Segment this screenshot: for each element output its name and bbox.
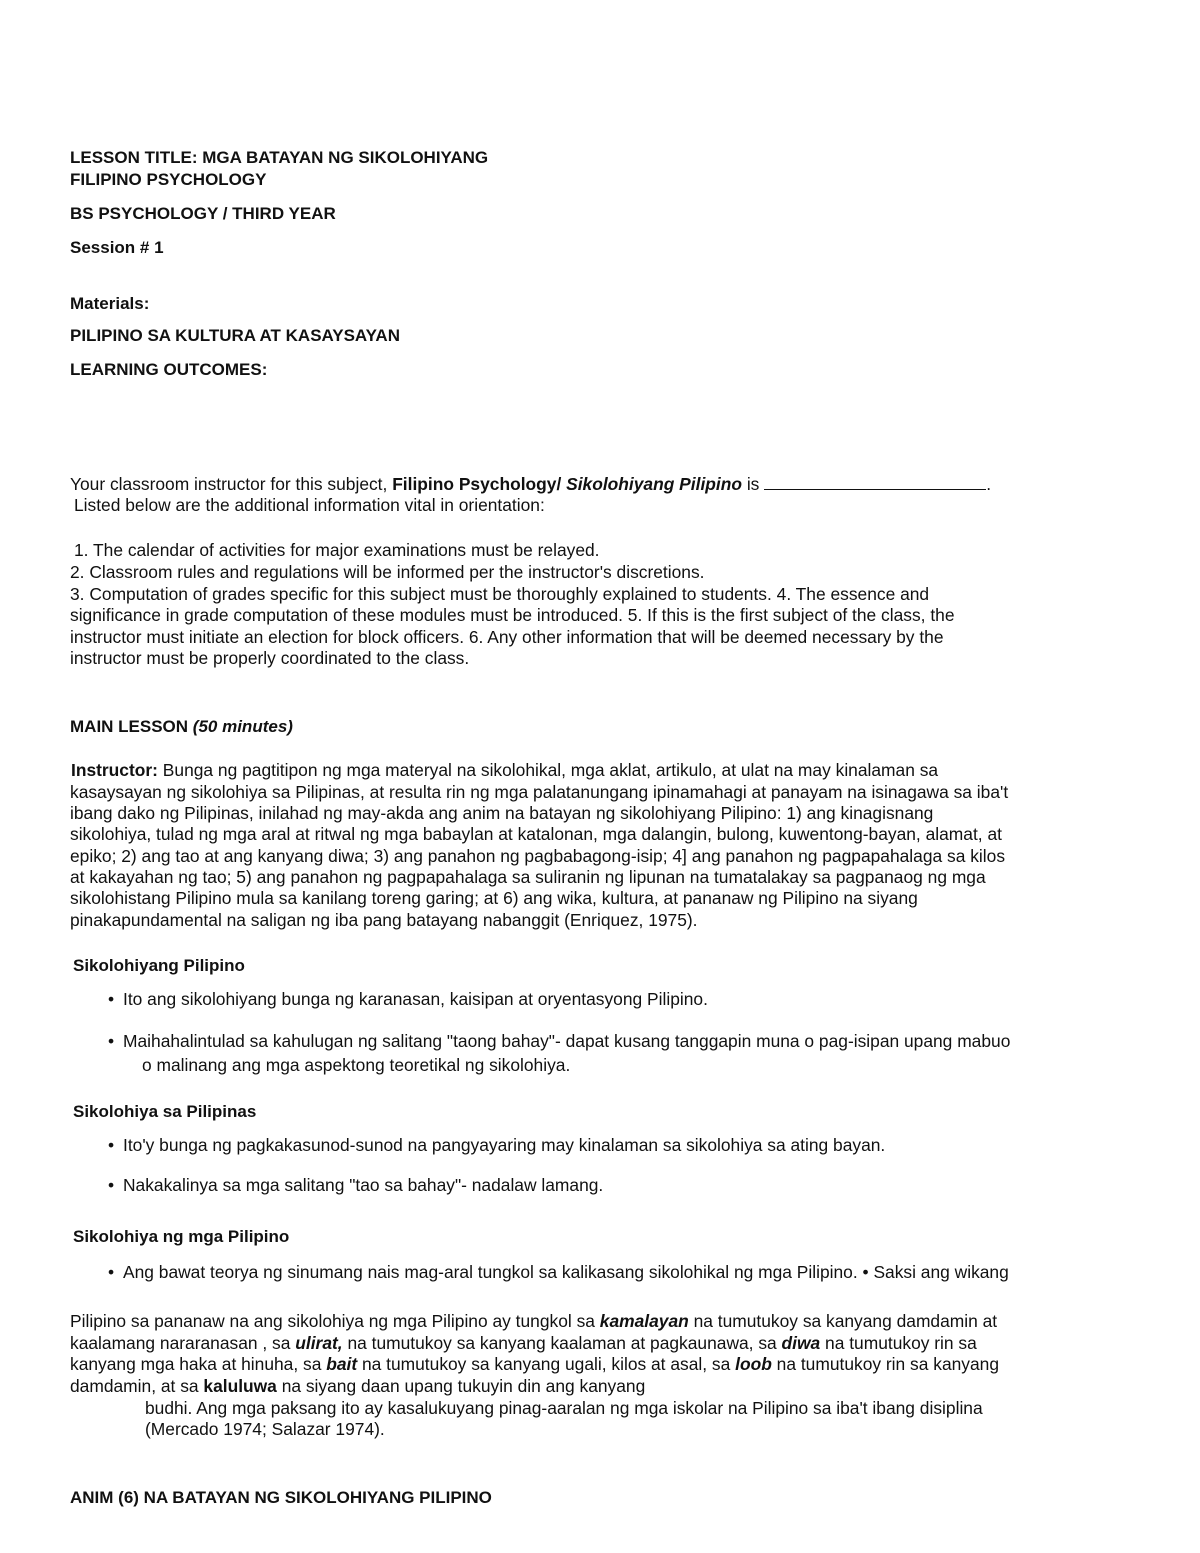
intro-post: is — [741, 474, 765, 494]
subject-name: Filipino Psychology/ — [392, 474, 567, 494]
list-item — [0, 1262, 1200, 1284]
instructor-paragraph-line: kasaysayan ng sikolohiya sa Pilipinas, at resulta rin ng mga palatanungang ipinamahagi at panayam na isinagawa sa iba't — [70, 782, 1009, 802]
paragraph-text: na tumutukoy rin sa — [820, 1333, 977, 1353]
term-bait: bait — [326, 1354, 358, 1374]
paragraph-line — [70, 1354, 999, 1376]
materials-label: Materials: — [70, 294, 150, 313]
instructor-paragraph-line: epiko; 2) ang tao at ang kanyang diwa; 3) ang panahon ng pagbabagong-isip; 4] ang panahon ng pagpapahalaga sa kilos — [70, 846, 1006, 866]
list-item-text: Ito'y bunga ng pagkakasunod-sunod na pangyayaring may kinalaman sa sikolohiya sa ating bayan. — [123, 1135, 886, 1155]
anim-na-batayan-heading: ANIM (6) NA BATAYAN NG SIKOLOHIYANG PILIPINO — [70, 1488, 492, 1507]
term-diwa: diwa — [781, 1333, 821, 1353]
session-label: Session # 1 — [70, 238, 164, 257]
main-lesson-title: MAIN LESSON — [70, 717, 193, 736]
orientation-item-3-line: instructor must be properly coordinated to the class. — [70, 648, 470, 668]
course-label: BS PSYCHOLOGY / THIRD YEAR — [70, 204, 336, 223]
section-heading-sikolohiya-ng-mga-pilipino: Sikolohiya ng mga Pilipino — [73, 1227, 290, 1246]
list-item-text: o malinang ang mga aspektong teoretikal ng sikolohiya. — [142, 1055, 571, 1075]
paragraph-text: na tumutukoy sa kanyang damdamin at — [688, 1311, 998, 1331]
bullet-icon: • — [108, 989, 115, 1009]
instructor-paragraph-line: sikolohiya, tulad ng mga aral at ritwal ng mga babaylan at katalonan, mga dalangin, bulong, kuwentong-bayan, alamat, at — [70, 824, 1002, 844]
instructor-paragraph-line: sikolohistang Pilipino mula sa kanilang toreng garing; at 6) ang wika, kultura, at pananaw ng Pilipino na siyang — [70, 888, 918, 908]
term-kaluluwa: kaluluwa — [203, 1376, 277, 1396]
instructor-name-blank — [764, 473, 986, 490]
paragraph-text: na tumutukoy sa kanyang ugali, kilos at asal, sa — [357, 1354, 736, 1374]
materials-value: PILIPINO SA KULTURA AT KASAYSAYAN — [70, 326, 400, 345]
main-lesson-duration: (50 minutes) — [192, 717, 293, 736]
main-lesson-heading — [70, 717, 293, 737]
paragraph-text: Pilipino sa pananaw na ang sikolohiya ng mga Pilipino ay tungkol sa — [70, 1311, 600, 1331]
paragraph-text: damdamin, at sa — [70, 1376, 204, 1396]
instructor-paragraph-line: at kakayahan ng tao; 5) ang panahon ng pagpapahalaga sa suliranin ng lipunan na tumatalakay sa pagpanaog ng mga — [70, 867, 986, 887]
subject-name-italic: Sikolohiyang Pilipino — [566, 474, 742, 494]
instructor-paragraph-line: ibang dako ng Pilipinas, inilahad ng may-akda ang anim na batayan ng sikolohiyang Pilipino: 1) ang kinagisnang — [70, 803, 934, 823]
orientation-item-3-line: instructor must initiate an election for block officers. 6. Any other information that will be deemed necessary by the — [70, 627, 944, 647]
term-loob: loob — [735, 1354, 772, 1374]
bullet-icon: • — [108, 1135, 115, 1155]
list-item — [0, 1031, 1200, 1075]
orientation-item-3-line: significance in grade computation of these modules must be introduced. 5. If this is the first subject of the class, the — [70, 605, 955, 625]
paragraph-line — [70, 1311, 997, 1333]
list-item — [0, 1175, 1200, 1197]
list-item-text: Ito ang sikolohiyang bunga ng karanasan, kaisipan at oryentasyong Pilipino. — [123, 989, 708, 1009]
list-item-text: Nakakalinya sa mga salitang "tao sa bahay"- nadalaw lamang. — [123, 1175, 604, 1195]
bullet-icon: • — [108, 1031, 115, 1051]
instructor-text: Bunga ng pagtitipon ng mga materyal na sikolohikal, mga aklat, artikulo, at ulat na may kinalaman sa — [157, 760, 939, 780]
section-heading-sikolohiya-sa-pilipinas: Sikolohiya sa Pilipinas — [73, 1102, 257, 1121]
paragraph-line: (Mercado 1974; Salazar 1974). — [145, 1419, 385, 1439]
paragraph-text: na tumutukoy rin sa kanyang — [771, 1354, 1000, 1374]
orientation-listed: Listed below are the additional information vital in orientation: — [74, 495, 545, 515]
paragraph-line — [70, 1376, 645, 1398]
paragraph-line — [70, 1333, 977, 1355]
bullet-icon: • — [108, 1262, 115, 1282]
orientation-item-3-line: 3. Computation of grades specific for this subject must be thoroughly explained to students. 4. The essence and — [70, 584, 930, 604]
learning-outcomes-label: LEARNING OUTCOMES: — [70, 360, 268, 379]
paragraph-text: na siyang daan upang tukuyin din ang kanyang — [276, 1376, 646, 1396]
list-item — [0, 1135, 1200, 1157]
lesson-title-line2: FILIPINO PSYCHOLOGY — [70, 170, 267, 189]
instructor-label: Instructor: — [71, 760, 158, 780]
paragraph-line: budhi. Ang mga paksang ito ay kasalukuyang pinag-aaralan ng mga iskolar na Pilipino sa iba't ibang disiplina — [145, 1398, 983, 1418]
paragraph-text: na tumutukoy sa kanyang kaalaman at pagkaunawa, sa — [342, 1333, 782, 1353]
intro-end: . — [986, 474, 992, 494]
section-heading-sikolohiyang-pilipino: Sikolohiyang Pilipino — [73, 956, 245, 975]
term-ulirat: ulirat, — [295, 1333, 343, 1353]
list-item-text: Maihahalintulad sa kahulugan ng salitang "taong bahay"- dapat kusang tanggapin muna o pag-isipan upang mabuo — [123, 1031, 1011, 1051]
paragraph-text: kaalamang nararanasan , sa — [70, 1333, 296, 1353]
instructor-paragraph-line: pinakapundamental na saligan ng iba pang batayang nabanggit (Enriquez, 1975). — [70, 910, 698, 930]
orientation-item-2: 2. Classroom rules and regulations will be informed per the instructor's discretions. — [70, 562, 705, 582]
lesson-title-line1: LESSON TITLE: MGA BATAYAN NG SIKOLOHIYANG — [70, 148, 489, 167]
term-kamalayan: kamalayan — [599, 1311, 689, 1331]
orientation-item-1: 1. The calendar of activities for major examinations must be relayed. — [74, 540, 600, 560]
list-item — [0, 989, 1200, 1011]
paragraph-text: kanyang mga haka at hinuha, sa — [70, 1354, 327, 1374]
instructor-paragraph-line — [71, 760, 938, 782]
bullet-icon: • — [108, 1175, 115, 1195]
intro-pre: Your classroom instructor for this subject, — [70, 474, 393, 494]
list-item-text: Ang bawat teorya ng sinumang nais mag-aral tungkol sa kalikasang sikolohikal ng mga Pilipino. • Saksi ang wikang — [123, 1262, 1009, 1282]
instructor-intro — [70, 473, 991, 496]
